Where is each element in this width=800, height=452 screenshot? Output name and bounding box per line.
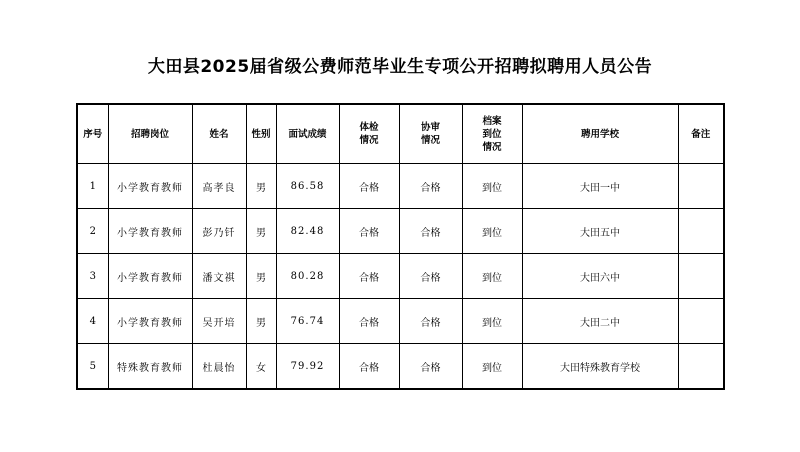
hiring-table	[76, 103, 725, 390]
cell-position: 小学教育教师	[108, 164, 192, 209]
cell-gender: 女	[246, 344, 276, 390]
cell-file: 到位	[462, 254, 522, 299]
cell-review: 合格	[399, 299, 462, 344]
table-row	[77, 164, 724, 209]
cell-name: 杜晨怡	[192, 344, 246, 390]
table-row	[77, 209, 724, 254]
cell-file: 到位	[462, 344, 522, 390]
cell-score: 76.74	[276, 299, 339, 344]
cell-school: 大田特殊教育学校	[522, 344, 678, 390]
cell-medical: 合格	[339, 344, 399, 390]
cell-school: 大田五中	[522, 209, 678, 254]
cell-position: 小学教育教师	[108, 299, 192, 344]
document-title: 大田县2025届省级公费师范毕业生专项公开招聘拟聘用人员公告	[147, 57, 653, 77]
cell-file: 到位	[462, 209, 522, 254]
table-row	[77, 299, 724, 344]
cell-name: 吴开培	[192, 299, 246, 344]
cell-review: 合格	[399, 344, 462, 390]
header-file-status: 档案 到位 情况	[462, 104, 522, 164]
cell-file: 到位	[462, 164, 522, 209]
cell-remarks	[678, 164, 724, 209]
cell-review: 合格	[399, 164, 462, 209]
cell-remarks	[678, 344, 724, 390]
cell-file: 到位	[462, 299, 522, 344]
cell-review: 合格	[399, 209, 462, 254]
cell-remarks	[678, 299, 724, 344]
header-medical-exam: 体检 情况	[339, 104, 399, 164]
cell-position: 小学教育教师	[108, 254, 192, 299]
cell-score: 82.48	[276, 209, 339, 254]
cell-school: 大田六中	[522, 254, 678, 299]
cell-gender: 男	[246, 299, 276, 344]
table-row	[77, 344, 724, 390]
cell-review: 合格	[399, 254, 462, 299]
header-row	[77, 104, 724, 164]
cell-name: 高孝良	[192, 164, 246, 209]
header-name: 姓名	[192, 104, 246, 164]
header-gender: 性别	[246, 104, 276, 164]
cell-medical: 合格	[339, 209, 399, 254]
cell-position: 特殊教育教师	[108, 344, 192, 390]
cell-seq: 4	[77, 299, 108, 344]
cell-name: 潘文祺	[192, 254, 246, 299]
cell-seq: 2	[77, 209, 108, 254]
cell-medical: 合格	[339, 164, 399, 209]
header-remarks: 备注	[678, 104, 724, 164]
cell-position: 小学教育教师	[108, 209, 192, 254]
cell-seq: 3	[77, 254, 108, 299]
cell-seq: 5	[77, 344, 108, 390]
cell-gender: 男	[246, 254, 276, 299]
cell-school: 大田一中	[522, 164, 678, 209]
header-seq: 序号	[77, 104, 108, 164]
cell-school: 大田二中	[522, 299, 678, 344]
header-review: 协审 情况	[399, 104, 462, 164]
cell-score: 86.58	[276, 164, 339, 209]
cell-name: 彭乃钎	[192, 209, 246, 254]
cell-remarks	[678, 254, 724, 299]
cell-gender: 男	[246, 164, 276, 209]
header-school: 聘用学校	[522, 104, 678, 164]
cell-score: 80.28	[276, 254, 339, 299]
table-row	[77, 254, 724, 299]
cell-seq: 1	[77, 164, 108, 209]
header-interview-score: 面试成绩	[276, 104, 339, 164]
header-position: 招聘岗位	[108, 104, 192, 164]
cell-medical: 合格	[339, 254, 399, 299]
cell-medical: 合格	[339, 299, 399, 344]
cell-gender: 男	[246, 209, 276, 254]
cell-score: 79.92	[276, 344, 339, 390]
cell-remarks	[678, 209, 724, 254]
